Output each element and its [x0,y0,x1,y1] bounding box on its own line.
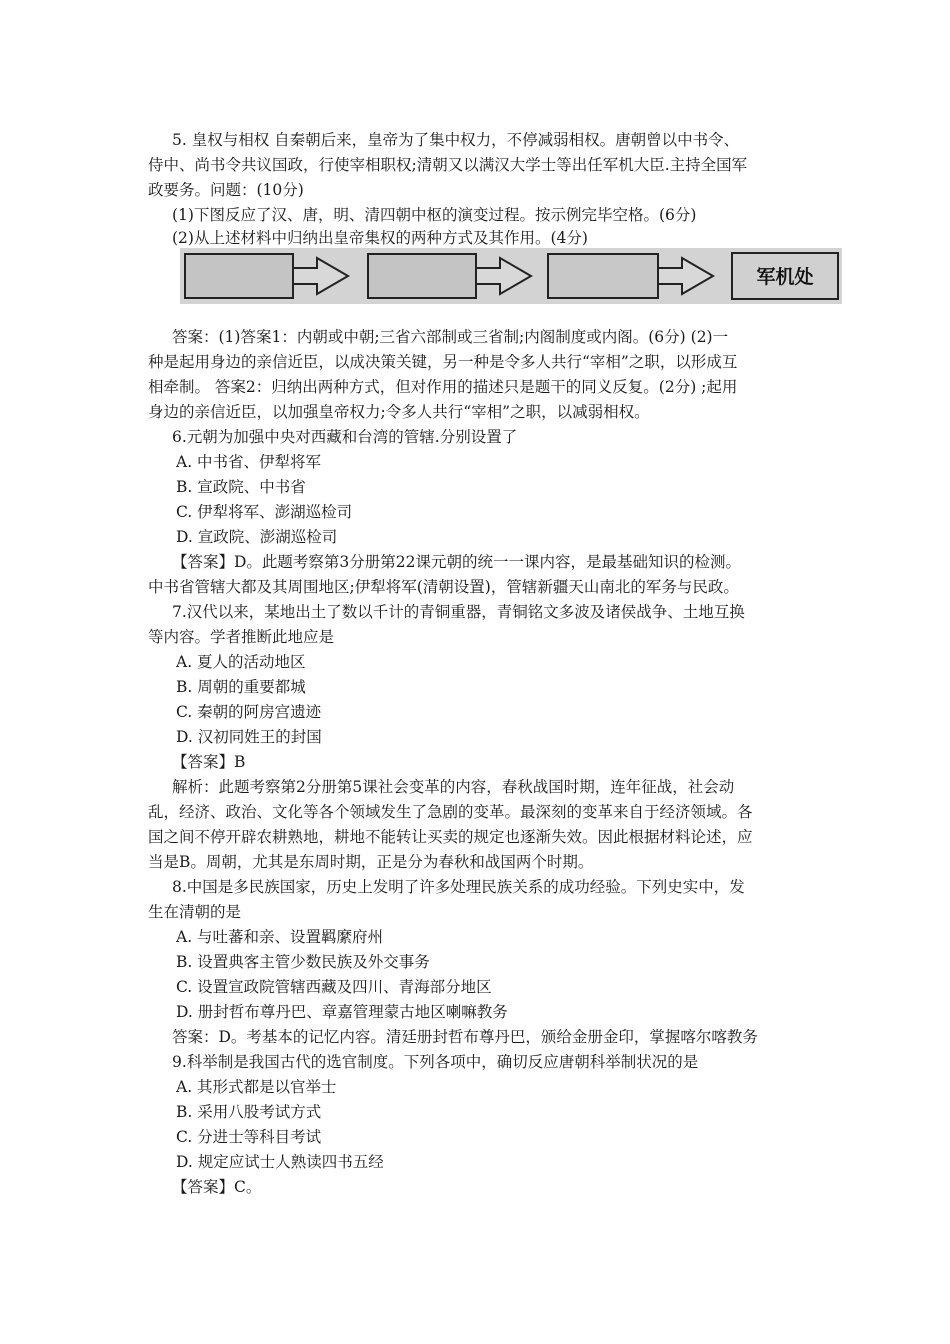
q8-stem-line-1: 8.中国是多民族国家，历史上发明了许多处理民族关系的成功经验。下列史实中，发 [172,878,745,896]
flow-box-3 [548,254,658,298]
evolution-flow-diagram [180,248,842,304]
q5-answer-line-2: 种是起用身边的亲信近臣，以成决策关键，另一种是令多人共行“宰相”之职，以形成互 [148,353,738,371]
q6-option-d: D. 宣政院、澎湖巡检司 [176,528,338,546]
flow-box-4-label: 军机处 [756,266,814,288]
q6-option-c: C. 伊犁将军、澎湖巡检司 [176,503,353,521]
q5-answer-line-1: 答案：(1)答案1：内朝或中朝;三省六部制或三省制;内阁制度或内阁。(6分) (2)一 [172,328,729,346]
q7-option-a: A. 夏人的活动地区 [176,653,306,671]
q8-option-b: B. 设置典客主管少数民族及外交事务 [176,953,430,971]
q5-stem-line-2: 侍中、尚书令共议国政，行使宰相职权;清朝又以满汉大学士等出任军机大臣.主持全国军 [148,156,748,174]
q7-answer: 【答案】B [172,753,246,771]
q7-option-c: C. 秦朝的阿房宫遗迹 [176,703,322,721]
q6-stem: 6.元朝为加强中央对西藏和台湾的管辖.分别设置了 [172,428,518,446]
q7-option-b: B. 周朝的重要都城 [176,678,306,696]
q5-subquestion-2: (2)从上述材料中归纳出皇帝集权的两种方式及其作用。(4分) [172,229,588,247]
q9-option-b: B. 采用八股考试方式 [176,1103,322,1121]
flow-arrow-3 [658,258,713,294]
q7-stem-line-1: 7.汉代以来，某地出土了数以千计的青铜重器，青铜铭文多波及诸侯战争、土地互换 [172,603,745,621]
flow-arrow-2 [476,258,531,294]
q9-option-a: A. 其形式都是以官举士 [176,1078,337,1096]
q8-stem-line-2: 生在清朝的是 [148,903,242,921]
q6-answer-line-2: 中书省管辖大都及其周围地区;伊犁将军(清朝设置)，管辖新疆天山南北的军务与民政。 [148,578,739,596]
q7-analysis-line-1: 解析：此题考察第2分册第5课社会变革的内容，春秋战国时期，连年征战，社会动 [172,778,735,796]
q7-option-d: D. 汉初同姓王的封国 [176,728,322,746]
q9-option-d: D. 规定应试士人熟读四书五经 [176,1153,384,1171]
q6-option-b: B. 宣政院、中书省 [176,478,306,496]
q5-stem-line-1: 5. 皇权与相权 自秦朝后来，皇帝为了集中权力，不停减弱相权。唐朝曾以中书令、 [172,131,740,149]
q9-option-c: C. 分进士等科目考试 [176,1128,322,1146]
q5-subquestion-1: (1)下图反应了汉、唐，明、清四朝中枢的演变过程。按示例完毕空格。(6分) [172,206,697,224]
q9-stem: 9.科举制是我国古代的选官制度。下列各项中，确切反应唐朝科举制状况的是 [172,1053,699,1071]
q6-option-a: A. 中书省、伊犁将军 [176,453,322,471]
q5-stem-line-3: 政要务。问题：(10分) [148,181,304,199]
q7-stem-line-2: 等内容。学者推断此地应是 [148,628,335,646]
flow-arrow-1 [293,258,348,294]
flow-box-2 [368,254,476,298]
q5-answer-line-4: 身边的亲信近臣，以加强皇帝权力;令多人共行“宰相”之职，以减弱相权。 [148,403,650,421]
q8-option-c: C. 设置宣政院管辖西藏及四川、青海部分地区 [176,978,492,996]
q5-answer-line-3: 相牵制。 答案2：归纳出两种方式，但对作用的描述只是题干的同义反复。(2分) ;起用 [148,378,738,396]
flow-box-1 [185,254,293,298]
q8-option-d: D. 册封哲布尊丹巴、章嘉管理蒙古地区喇嘛教务 [176,1003,508,1021]
q7-analysis-line-2: 乱，经济、政治、文化等各个领域发生了急剧的变革。最深刻的变革来自于经济领域。各 [148,803,753,821]
q8-answer: 答案：D。考基本的记忆内容。清廷册封哲布尊丹巴，颁给金册金印，掌握喀尔喀教务 [172,1028,758,1046]
q9-answer: 【答案】C。 [172,1178,262,1196]
q7-analysis-line-3: 国之间不停开辟农耕熟地，耕地不能转让买卖的规定也逐渐失效。因此根据材料论述，应 [148,828,753,846]
q8-option-a: A. 与吐蕃和亲、设置羁縻府州 [176,928,384,946]
q6-answer-line-1: 【答案】D。此题考察第3分册第22课元朝的统一一课内容，是最基础知识的检测。 [172,553,742,571]
q7-analysis-line-4: 当是B。周朝，尤其是东周时期，正是分为春秋和战国两个时期。 [148,853,594,871]
